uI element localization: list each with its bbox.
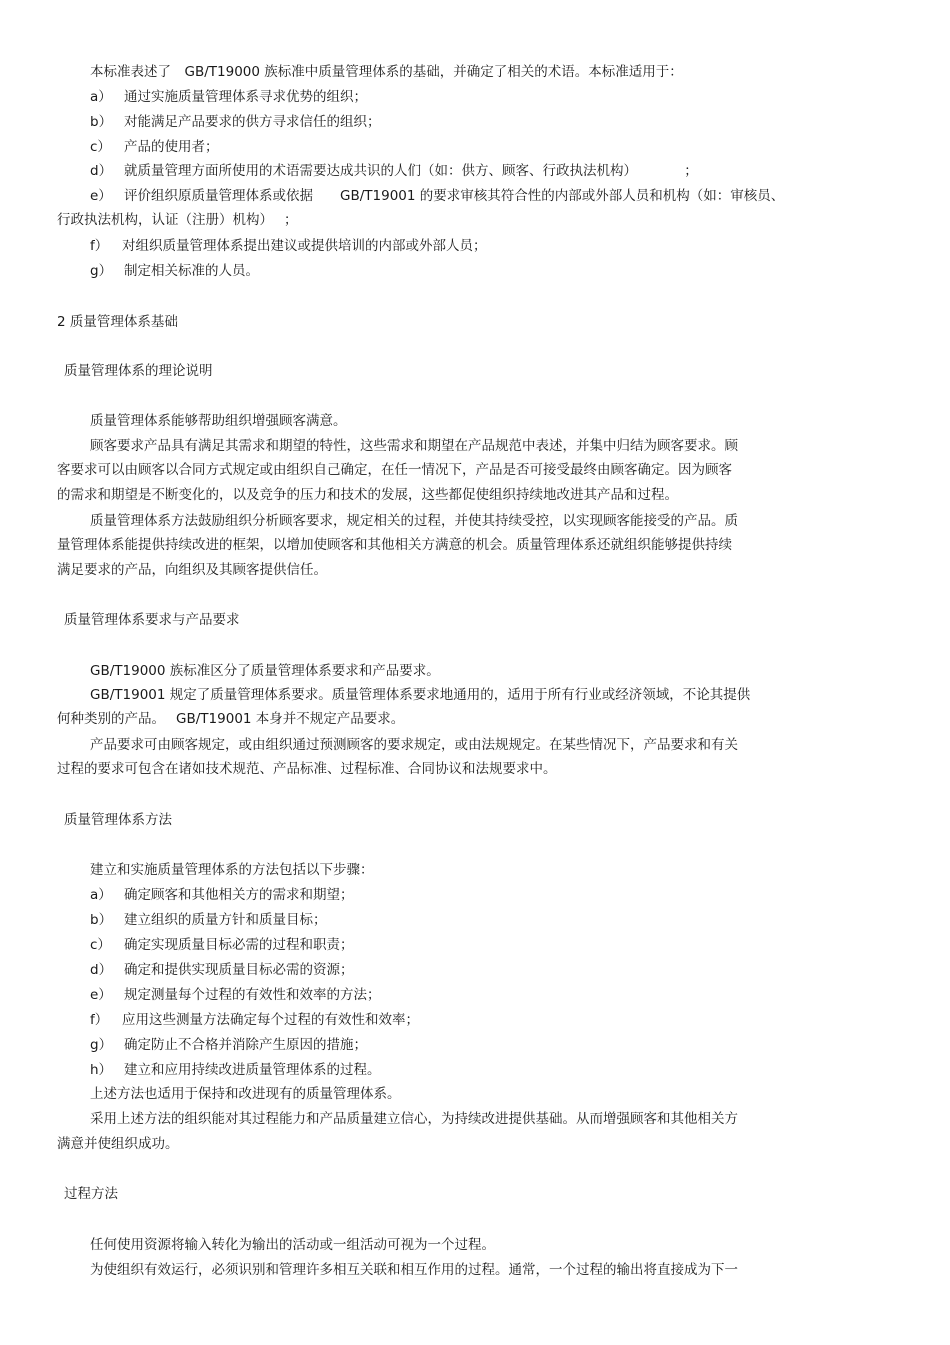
list-item	[90, 88, 367, 106]
paragraph-line: 产品要求可由顾客规定，或由组织通过预测顾客的要求规定，或由法规规定。在某些情况下，产品要求和有关	[90, 737, 738, 753]
list-item	[90, 1036, 367, 1054]
list-item-letter: f）	[90, 1012, 109, 1028]
paragraph-line: 客要求可以由顾客以合同方式规定或由组织自己确定，在任一情况下，产品是否可接受最终由顾客确定。因为顾客	[57, 462, 732, 478]
list-item-text: 对能满足产品要求的供方寻求信任的组织；	[124, 114, 381, 130]
section-heading: 2 质量管理体系基础	[57, 314, 178, 330]
list-item-letter: f）	[90, 238, 109, 254]
list-item	[90, 936, 354, 954]
paragraph-line: 采用上述方法的组织能对其过程能力和产品质量建立信心，为持续改进提供基础。从而增强顾客和其他相关方	[90, 1111, 738, 1127]
paragraph-line: 上述方法也适用于保持和改进现有的质量管理体系。	[90, 1086, 401, 1102]
paragraph-line: 任何使用资源将输入转化为输出的活动或一组活动可视为一个过程。	[90, 1237, 495, 1253]
subsection-heading: 质量管理体系的理论说明	[64, 363, 213, 379]
list-item-letter: g）	[90, 263, 113, 279]
paragraph-line: 量管理体系能提供持续改进的框架，以增加使顾客和其他相关方满意的机会。质量管理体系还就组织能够提供持续	[57, 537, 732, 553]
list-item-letter: h）	[90, 1062, 113, 1078]
paragraph-line: 过程的要求可包含在诸如技术规范、产品标准、过程标准、合同协议和法规要求中。	[57, 761, 557, 777]
subsection-heading: 质量管理体系方法	[64, 812, 172, 828]
paragraph-line: 为使组织有效运行，必须识别和管理许多相互关联和相互作用的过程。通常，一个过程的输出将直接成为下一	[90, 1262, 738, 1278]
list-item	[90, 911, 327, 929]
list-item-text: 通过实施质量管理体系寻求优势的组织；	[124, 89, 367, 105]
paragraph-line: 何种类别的产品。 GB/T19001 本身并不规定产品要求。	[57, 711, 405, 727]
list-item-text: 应用这些测量方法确定每个过程的有效性和效率；	[122, 1012, 419, 1028]
paragraph-line: 质量管理体系能够帮助组织增强顾客满意。	[90, 413, 347, 429]
list-item-text: 产品的使用者；	[124, 139, 219, 155]
list-item	[90, 237, 487, 255]
list-item-letter: a）	[90, 887, 112, 903]
list-item-text: 确定和提供实现质量目标必需的资源；	[124, 962, 354, 978]
list-item	[90, 187, 784, 205]
paragraph-line: 满意并使组织成功。	[57, 1136, 179, 1152]
list-item	[90, 961, 354, 979]
paragraph-line: 顾客要求产品具有满足其需求和期望的特性，这些需求和期望在产品规范中表述，并集中归结为顾客要求。顾	[90, 438, 738, 454]
list-item-letter: g）	[90, 1037, 113, 1053]
paragraph-line: 建立和实施质量管理体系的方法包括以下步骤：	[90, 862, 374, 878]
list-item-text: 建立和应用持续改进质量管理体系的过程。	[124, 1062, 381, 1078]
list-item	[90, 1011, 419, 1029]
list-item-text: 建立组织的质量方针和质量目标；	[124, 912, 327, 928]
list-item-letter: d）	[90, 962, 113, 978]
list-item-text: 确定防止不合格并消除产生原因的措施；	[124, 1037, 367, 1053]
list-item	[90, 113, 381, 131]
list-item-letter: b）	[90, 912, 113, 928]
subsection-heading: 过程方法	[64, 1186, 118, 1202]
list-item	[90, 886, 354, 904]
paragraph-line: 的需求和期望是不断变化的，以及竞争的压力和技术的发展，这些都促使组织持续地改进其产品和过程。	[57, 487, 678, 503]
paragraph-line: 满足要求的产品，向组织及其顾客提供信任。	[57, 562, 327, 578]
intro-line: 本标准表述了 GB/T19000 族标准中质量管理体系的基础，并确定了相关的术语。本标准适用于：	[90, 64, 683, 80]
list-item-letter: c）	[90, 937, 111, 953]
list-item-letter: b）	[90, 114, 113, 130]
list-item	[90, 162, 698, 180]
paragraph-line: GB/T19001 规定了质量管理体系要求。质量管理体系要求地通用的，适用于所有行业或经济领域，不论其提供	[90, 687, 751, 703]
list-item-letter: e）	[90, 188, 112, 204]
list-item	[90, 986, 381, 1004]
list-item-continuation: 行政执法机构，认证（注册）机构） ；	[57, 212, 298, 228]
list-item-text: 确定实现质量目标必需的过程和职责；	[124, 937, 354, 953]
list-item-letter: c）	[90, 139, 111, 155]
list-item	[90, 1061, 381, 1079]
subsection-heading: 质量管理体系要求与产品要求	[64, 612, 240, 628]
paragraph-line: 质量管理体系方法鼓励组织分析顾客要求，规定相关的过程，并使其持续受控，以实现顾客能接受的产品。质	[90, 513, 738, 529]
list-item-letter: a）	[90, 89, 112, 105]
list-item-text: 规定测量每个过程的有效性和效率的方法；	[124, 987, 381, 1003]
list-item-letter: e）	[90, 987, 112, 1003]
list-item-letter: d）	[90, 163, 113, 179]
list-item	[90, 138, 219, 156]
list-item-text: 制定相关标准的人员。	[124, 263, 259, 279]
list-item-text: 就质量管理方面所使用的术语需要达成共识的人们（如：供方、顾客、行政执法机构） ；	[124, 163, 698, 179]
paragraph-line: GB/T19000 族标准区分了质量管理体系要求和产品要求。	[90, 663, 440, 679]
list-item	[90, 262, 259, 280]
list-item-text: 确定顾客和其他相关方的需求和期望；	[124, 887, 354, 903]
list-item-text: 对组织质量管理体系提出建议或提供培训的内部或外部人员；	[122, 238, 487, 254]
list-item-text: 评价组织原质量管理体系或依据 GB/T19001 的要求审核其符合性的内部或外部人员和机构（如：审核员、	[124, 188, 785, 204]
